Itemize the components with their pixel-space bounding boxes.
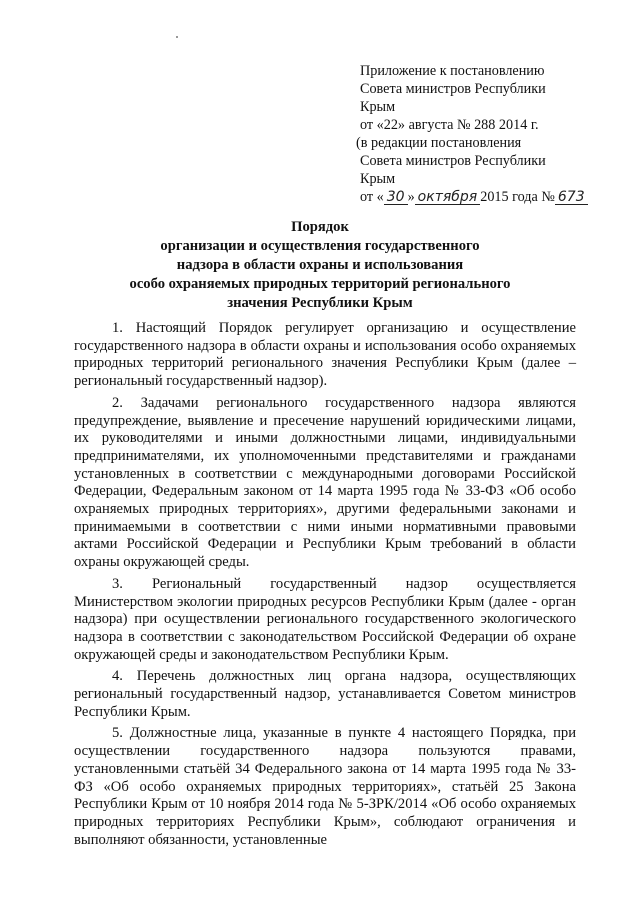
title-line-1: Порядок	[291, 219, 349, 235]
paragraph-2: 2. Задачами регионального государственного надзора являются предупреждение, выявление и пресечение нарушений юридическими лицами, их руководителями и иными должностными лицами, индивидуальными предпринимателями, их уполномоченными представителями и гражданами установленных в соответствии с международными договорами Российской Федерации, Федеральным законом от 14 марта 1995 года № 33-ФЗ «Об особо охраняемых природных территориях», другими федеральными законами и принимаемыми в соответствии с ними иными нормативными правовыми актами Российской Федерации и Республики Крым требований в области охраны окружающей среды.	[74, 394, 576, 571]
paragraph-1: 1. Настоящий Порядок регулирует организацию и осуществление государственного надзора в области охраны и использования особо охраняемых природных территорий регионального значения Республики Крым (далее – региональный государственный надзор).	[74, 320, 576, 390]
annex-header	[356, 62, 592, 206]
title-line-2: организации и осуществления государственного	[160, 238, 480, 254]
annex-line-5: (в редакции постановления	[356, 135, 522, 151]
title-line-5: значения Республики Крым	[227, 295, 413, 311]
date-prefix: от «	[360, 189, 384, 205]
handwritten-number: 673	[555, 190, 588, 205]
handwritten-month: октября	[415, 190, 481, 205]
paragraph-4: 4. Перечень должностных лиц органа надзора, осуществляющих региональный государственный надзор, устанавливается Советом министров Республики Крым.	[74, 668, 576, 720]
paragraph-3: 3. Региональный государственный надзор осуществляется Министерством экологии природных ресурсов Республики Крым (далее - орган надзора) при осуществлении регионального государственного экологического надзора в соответствии с законодательством Российской Федерации об охране окружающей среды и законодательством Республики Крым.	[74, 575, 576, 663]
document-body	[74, 320, 576, 853]
document-title	[70, 218, 570, 313]
handwritten-day: 30	[384, 190, 408, 205]
annex-date-line	[360, 188, 592, 206]
date-mid: »	[407, 189, 415, 205]
annex-line-7: Крым	[360, 171, 396, 187]
date-year-text: 2015 года №	[480, 189, 555, 205]
annex-line-3: Крым	[360, 99, 396, 115]
title-line-3: надзора в области охраны и использования	[176, 257, 464, 273]
annex-line-1: Приложение к постановлению	[360, 63, 545, 79]
scan-speck	[176, 36, 178, 38]
annex-line-2: Совета министров Республики	[360, 81, 546, 97]
paragraph-5: 5. Должностные лица, указанные в пункте 4 настоящего Порядка, при осуществлении государственного надзора пользуются правами, установленными статьёй 34 Федерального закона от 14 марта 1995 года № 33-ФЗ «Об особо охраняемых природных территориях», статьёй 25 Закона Республики Крым от 10 ноября 2014 года № 5-ЗРК/2014 «Об особо охраняемых природных территориях Республики Крым», соблюдают ограничения и выполняют обязанности, установленные	[74, 725, 576, 848]
annex-line-4: от «22» августа № 288 2014 г.	[360, 117, 539, 133]
title-line-4: особо охраняемых природных территорий регионального	[129, 276, 511, 292]
annex-line-6: Совета министров Республики	[360, 153, 546, 169]
